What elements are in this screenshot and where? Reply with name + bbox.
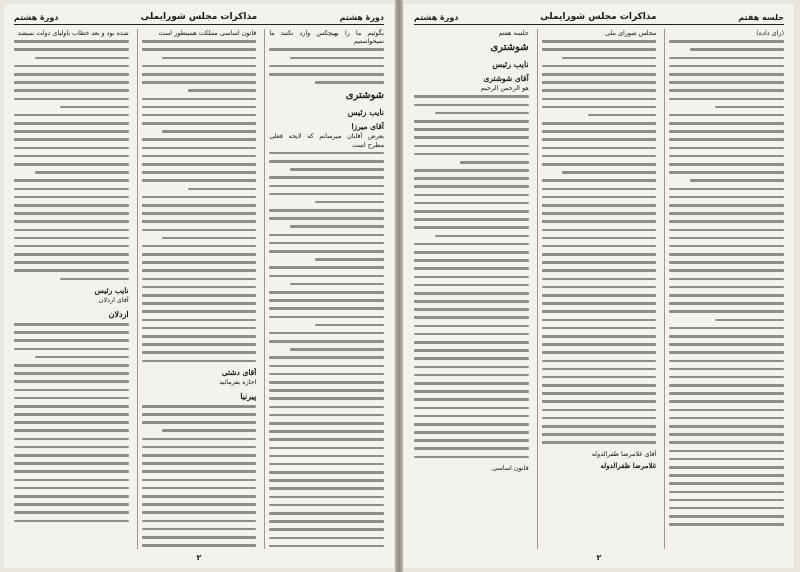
speaker-name: نایب رئیس <box>94 285 129 295</box>
speaker-name: آقای دشتی <box>221 367 257 377</box>
text-lines <box>269 48 384 83</box>
right-column-1 <box>664 29 784 549</box>
text-lines <box>669 40 784 526</box>
text-lines <box>269 152 384 549</box>
speaker-name: آقای میرزا <box>351 122 384 132</box>
text-lines <box>14 323 129 522</box>
right-page-header <box>414 10 784 25</box>
column-intro: بگوئیم ما را بهیچکس وارد نکنند ما نمیخواستیم <box>269 29 384 46</box>
section-subheading: نایب رئیس <box>492 59 529 70</box>
page-number: ۲ <box>596 553 602 562</box>
right-page <box>404 4 794 568</box>
column-intro: (رای داده) <box>756 29 784 37</box>
right-column-3 <box>414 29 529 549</box>
right-header-left: دورهٔ هشتم <box>414 12 459 22</box>
left-column-2 <box>137 29 257 549</box>
text-lines <box>542 40 657 444</box>
section-subheading: نایب رئیس <box>347 107 384 118</box>
left-header-left: دورهٔ هشتم <box>14 12 59 22</box>
column-body: بعرض آقایان میرسانم که لایحه فعلی مطرح است <box>269 132 384 149</box>
column-intro: قانون اساسی مملکت همینطور است <box>158 29 257 37</box>
text-lines <box>142 40 257 362</box>
text-lines <box>142 405 257 549</box>
column-intro: شده بود و بعد خطاب باولیای دولت نمیشد <box>17 29 129 37</box>
section-heading: شوشتری <box>490 42 529 54</box>
left-page-header <box>14 10 384 25</box>
left-column-3 <box>14 29 129 549</box>
left-header-right: دورهٔ هشتم <box>339 12 384 22</box>
book-gutter <box>395 0 403 572</box>
column-body-2: قانون اساسی <box>492 463 529 472</box>
column-body: آقای اردلان <box>98 295 129 304</box>
right-header-title: مذاکرات مجلس شورایملی <box>540 12 657 22</box>
right-page-columns <box>414 29 784 549</box>
column-body: هو الرحمن الرحیم <box>480 84 529 93</box>
right-header-right: جلسه هفتم <box>738 12 784 22</box>
text-lines <box>14 40 129 280</box>
column-body: آقای غلامرضا ظفرالدوله <box>591 449 657 458</box>
left-header-title: مذاکرات مجلس شورایملی <box>140 12 258 22</box>
section-subheading: پیرنیا <box>240 390 257 401</box>
column-intro: جلسه هفتم <box>498 29 529 37</box>
column-body: اجازه بفرمائید <box>219 377 257 386</box>
left-column-1 <box>264 29 384 549</box>
section-subheading: اردلان <box>108 309 129 320</box>
speaker-name: آقای شوشتری <box>483 74 529 84</box>
right-column-2 <box>537 29 657 549</box>
text-lines <box>414 95 529 458</box>
left-page-columns <box>14 29 384 549</box>
left-page <box>4 4 394 568</box>
section-heading: شوشتری <box>345 90 384 102</box>
page-number: ۲ <box>196 553 202 562</box>
column-intro: مجلس شورای ملی <box>605 29 657 37</box>
signature-line: غلامرضا ظفرالدوله <box>600 460 657 470</box>
